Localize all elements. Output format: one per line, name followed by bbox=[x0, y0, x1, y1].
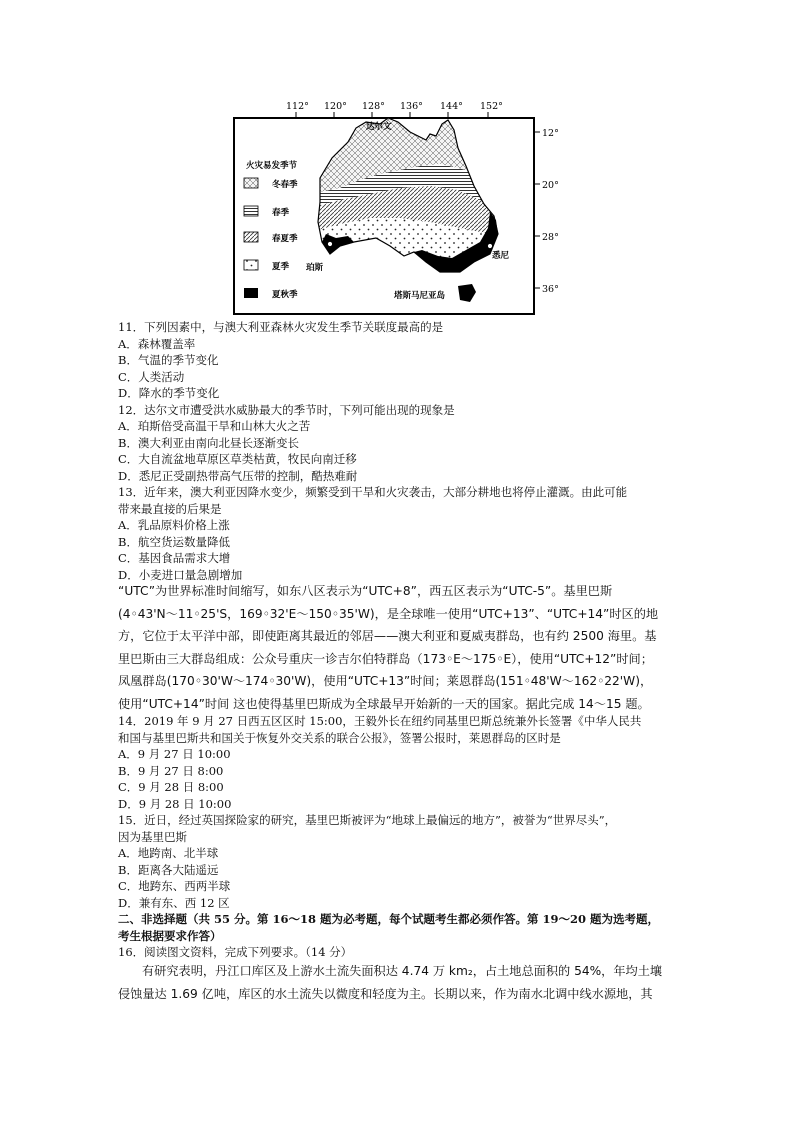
question-14: 14．2019 年 9 月 27 日西五区区时 15:00，王毅外长在纽约同基里巴斯总统兼外长签署《中华人民共 bbox=[118, 714, 642, 728]
kiribati-paragraph-line: 使用“UTC+14”时间 这也使得基里巴斯成为全球最早开始新的一天的国家。据此完成 14～15 题。 bbox=[118, 696, 650, 711]
kiribati-paragraph-line: 方，它位于太平洋中部，即使距离其最近的邻居——澳大利亚和夏威夷群岛，也有约 2500 海里。基 bbox=[118, 629, 657, 643]
lon-label: 120° bbox=[324, 101, 347, 112]
section-2-heading: 二、非选择题（共 55 分。第 16～18 题为必考题，每个试题考生都必须作答。第 19～20 题为选考题， bbox=[118, 912, 660, 926]
question-12: 12．达尔文市遭受洪水威胁最大的季节时，下列可能出现的现象是 bbox=[118, 402, 455, 417]
section-2-heading-cont: 考生根据要求作答） bbox=[118, 928, 222, 943]
option-line: B．航空货运数量降低 bbox=[118, 534, 230, 549]
option-line: A．森林覆盖率 bbox=[118, 336, 196, 351]
legend-swatch-summer-autumn bbox=[244, 288, 258, 298]
sydney-label: 悉尼 bbox=[492, 251, 510, 261]
option-line: D．悉尼正受副热带高气压带的控制，酷热难耐 bbox=[118, 468, 358, 483]
lat-label: 36° bbox=[542, 284, 559, 295]
perth-marker bbox=[327, 241, 332, 246]
option-line: D．9 月 28 日 10:00 bbox=[118, 796, 232, 811]
option-line: B．澳大利亚由南向北昼长逐渐变长 bbox=[118, 435, 299, 450]
option-line: D．降水的季节变化 bbox=[118, 386, 220, 400]
legend-label: 夏秋季 bbox=[272, 290, 298, 300]
kiribati-paragraph-line: 凤凰群岛(170◦30'W～174◦30'W)，使用“UTC+13”时间；莱恩群岛(151◦48'W～162◦22'W)， bbox=[118, 674, 653, 688]
option-line: A．乳品原料价格上涨 bbox=[118, 518, 230, 532]
kiribati-paragraph-line: (4◦43'N～11◦25'S，169◦32'E～150◦35'W)，是全球唯一使用“UTC+13”、“UTC+14”时区的地 bbox=[118, 606, 659, 621]
option-line: C．9 月 28 日 8:00 bbox=[118, 780, 224, 794]
option-line: C．人类活动 bbox=[118, 369, 185, 384]
option-line: C．基因食品需求大增 bbox=[118, 551, 231, 565]
legend-label: 夏季 bbox=[272, 262, 290, 272]
lon-label: 112° bbox=[286, 101, 309, 112]
question-14-cont: 和国与基里巴斯共和国关于恢复外交关系的联合公报》，签署公报时，莱恩群岛的区时是 bbox=[118, 730, 561, 745]
question-11: 11．下列因素中，与澳大利亚森林火灾发生季节关联度最高的是 bbox=[118, 320, 444, 334]
option-line: C．大自流盆地草原区草类枯黄，牧民向南迁移 bbox=[118, 452, 357, 466]
lon-label: 136° bbox=[400, 101, 423, 112]
danjiang-paragraph-line: 有研究表明，丹江口库区及上游水土流失面积达 4.74 万 km₂，占土地总面积的 54%，年均土壤 bbox=[142, 964, 663, 978]
option-line: A．9 月 27 日 10:00 bbox=[118, 747, 231, 761]
option-line: C．地跨东、西两半球 bbox=[118, 879, 231, 893]
legend-label: 春季 bbox=[272, 208, 290, 218]
tasmania-label: 塔斯马尼亚岛 bbox=[394, 291, 446, 301]
option-line: D．小麦进口量急剧增加 bbox=[118, 567, 243, 582]
lat-label: 28° bbox=[542, 232, 559, 243]
option-line: B．9 月 27 日 8:00 bbox=[118, 763, 224, 778]
australia-fire-season-map bbox=[190, 96, 590, 316]
legend-swatch-winter-spring bbox=[244, 178, 258, 188]
option-line: B．距离各大陆遥远 bbox=[118, 862, 219, 877]
legend-label: 春夏季 bbox=[272, 234, 298, 244]
legend-swatch-spring-summer bbox=[244, 232, 258, 242]
danjiang-paragraph-line: 侵蚀量达 1.69 亿吨，库区的水土流失以微度和轻度为主。长期以来，作为南水北调中线水源地，其 bbox=[118, 986, 653, 1001]
legend-swatch-spring bbox=[244, 206, 258, 216]
lon-label: 152° bbox=[480, 101, 503, 112]
question-16: 16．阅读图文资料，完成下列要求。（14 分） bbox=[118, 945, 353, 959]
legend-label: 冬春季 bbox=[272, 180, 298, 190]
question-15: 15．近日，经过英国探险家的研究，基里巴斯被评为“地球上最偏远的地方”，被誉为“世界尽头”， bbox=[118, 813, 617, 827]
darwin-label: 达尔文 bbox=[366, 122, 392, 132]
option-line: D．兼有东、西 12 区 bbox=[118, 895, 230, 910]
question-15-cont: 因为基里巴斯 bbox=[118, 829, 187, 844]
option-line: B．气温的季节变化 bbox=[118, 353, 219, 367]
lon-label: 144° bbox=[440, 101, 463, 112]
option-line: A．地跨南、北半球 bbox=[118, 846, 219, 860]
option-line: A．珀斯倍受高温干旱和山林大火之苦 bbox=[118, 419, 311, 433]
legend-title: 火灾易发季节 bbox=[246, 161, 298, 171]
question-13-cont: 带来最直接的后果是 bbox=[118, 501, 222, 516]
lon-label: 128° bbox=[362, 101, 385, 112]
sydney-marker bbox=[487, 243, 492, 248]
kiribati-paragraph-line: “UTC”为世界标准时间缩写，如东八区表示为“UTC+8”，西五区表示为“UTC-5”。基里巴斯 bbox=[118, 584, 613, 598]
lat-label: 20° bbox=[542, 180, 559, 191]
legend-swatch-summer bbox=[244, 260, 258, 270]
question-13: 13．近年来，澳大利亚因降水变少，频繁受到干旱和火灾袭击，大部分耕地也将停止灌溉。由此可能 bbox=[118, 485, 628, 499]
kiribati-paragraph-line: 里巴斯由三大群岛组成：公众号重庆一诊吉尔伯特群岛（173◦E～175◦E），使用“UTC+12”时间； bbox=[118, 651, 653, 666]
perth-label: 珀斯 bbox=[306, 263, 324, 273]
lat-label: 12° bbox=[542, 128, 559, 139]
